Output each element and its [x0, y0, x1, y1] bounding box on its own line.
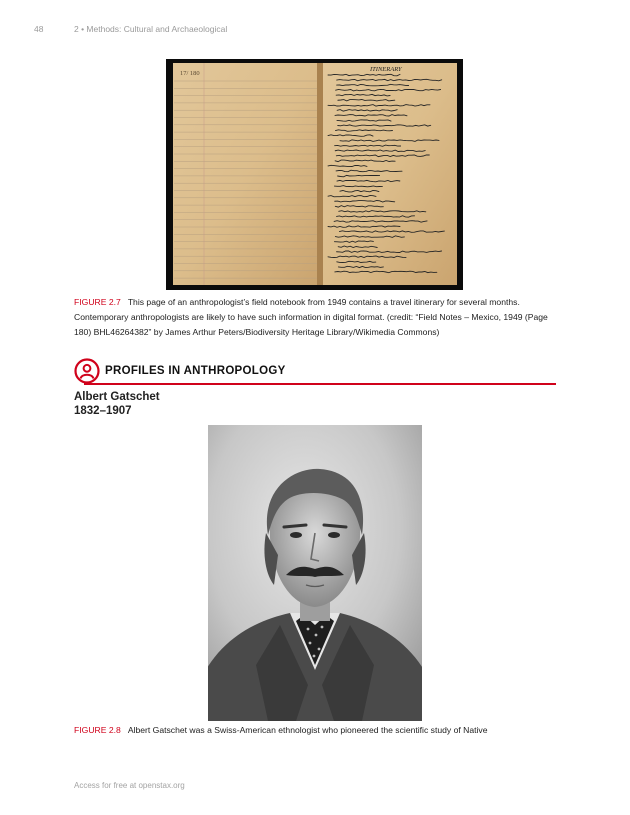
figure-2-8-caption — [74, 723, 558, 738]
profiles-title: PROFILES IN ANTHROPOLOGY — [105, 365, 286, 377]
portrait-photo — [208, 425, 422, 721]
person-dates: 1832–1907 — [74, 405, 132, 417]
profiles-rule — [84, 383, 556, 385]
footer-link[interactable]: Access for free at openstax.org — [74, 781, 185, 790]
person-circle-icon — [74, 358, 100, 384]
page-number: 48 — [34, 24, 44, 34]
profiles-header — [74, 357, 556, 386]
itinerary-heading: ITINERARY — [370, 66, 402, 73]
notebook-photo — [166, 59, 463, 290]
figure-2-7-caption — [74, 295, 558, 341]
figure-2-7-label: FIGURE 2.7 — [74, 297, 121, 307]
figure-2-8-text: Albert Gatschet was a Swiss-American ethnologist who pioneered the scientific study of Native — [127, 725, 488, 735]
notebook-page-marks: 17/ 180 — [180, 70, 200, 77]
figure-2-7-text: This page of an anthropologist’s field notebook from 1949 contains a travel itinerary for several months. Contemporary anthropologists are likely to have such information in digital format. (credit: “Field Notes – Mexico, 1949 (Page 180) BHL46264382” by James Arthur Peters/Biodiversity Heritage Library/Wikimedia Commons) — [74, 297, 548, 338]
figure-2-8-label: FIGURE 2.8 — [74, 725, 121, 735]
running-head: 2 • Methods: Cultural and Archaeological — [74, 24, 228, 34]
person-name: Albert Gatschet — [74, 391, 160, 403]
